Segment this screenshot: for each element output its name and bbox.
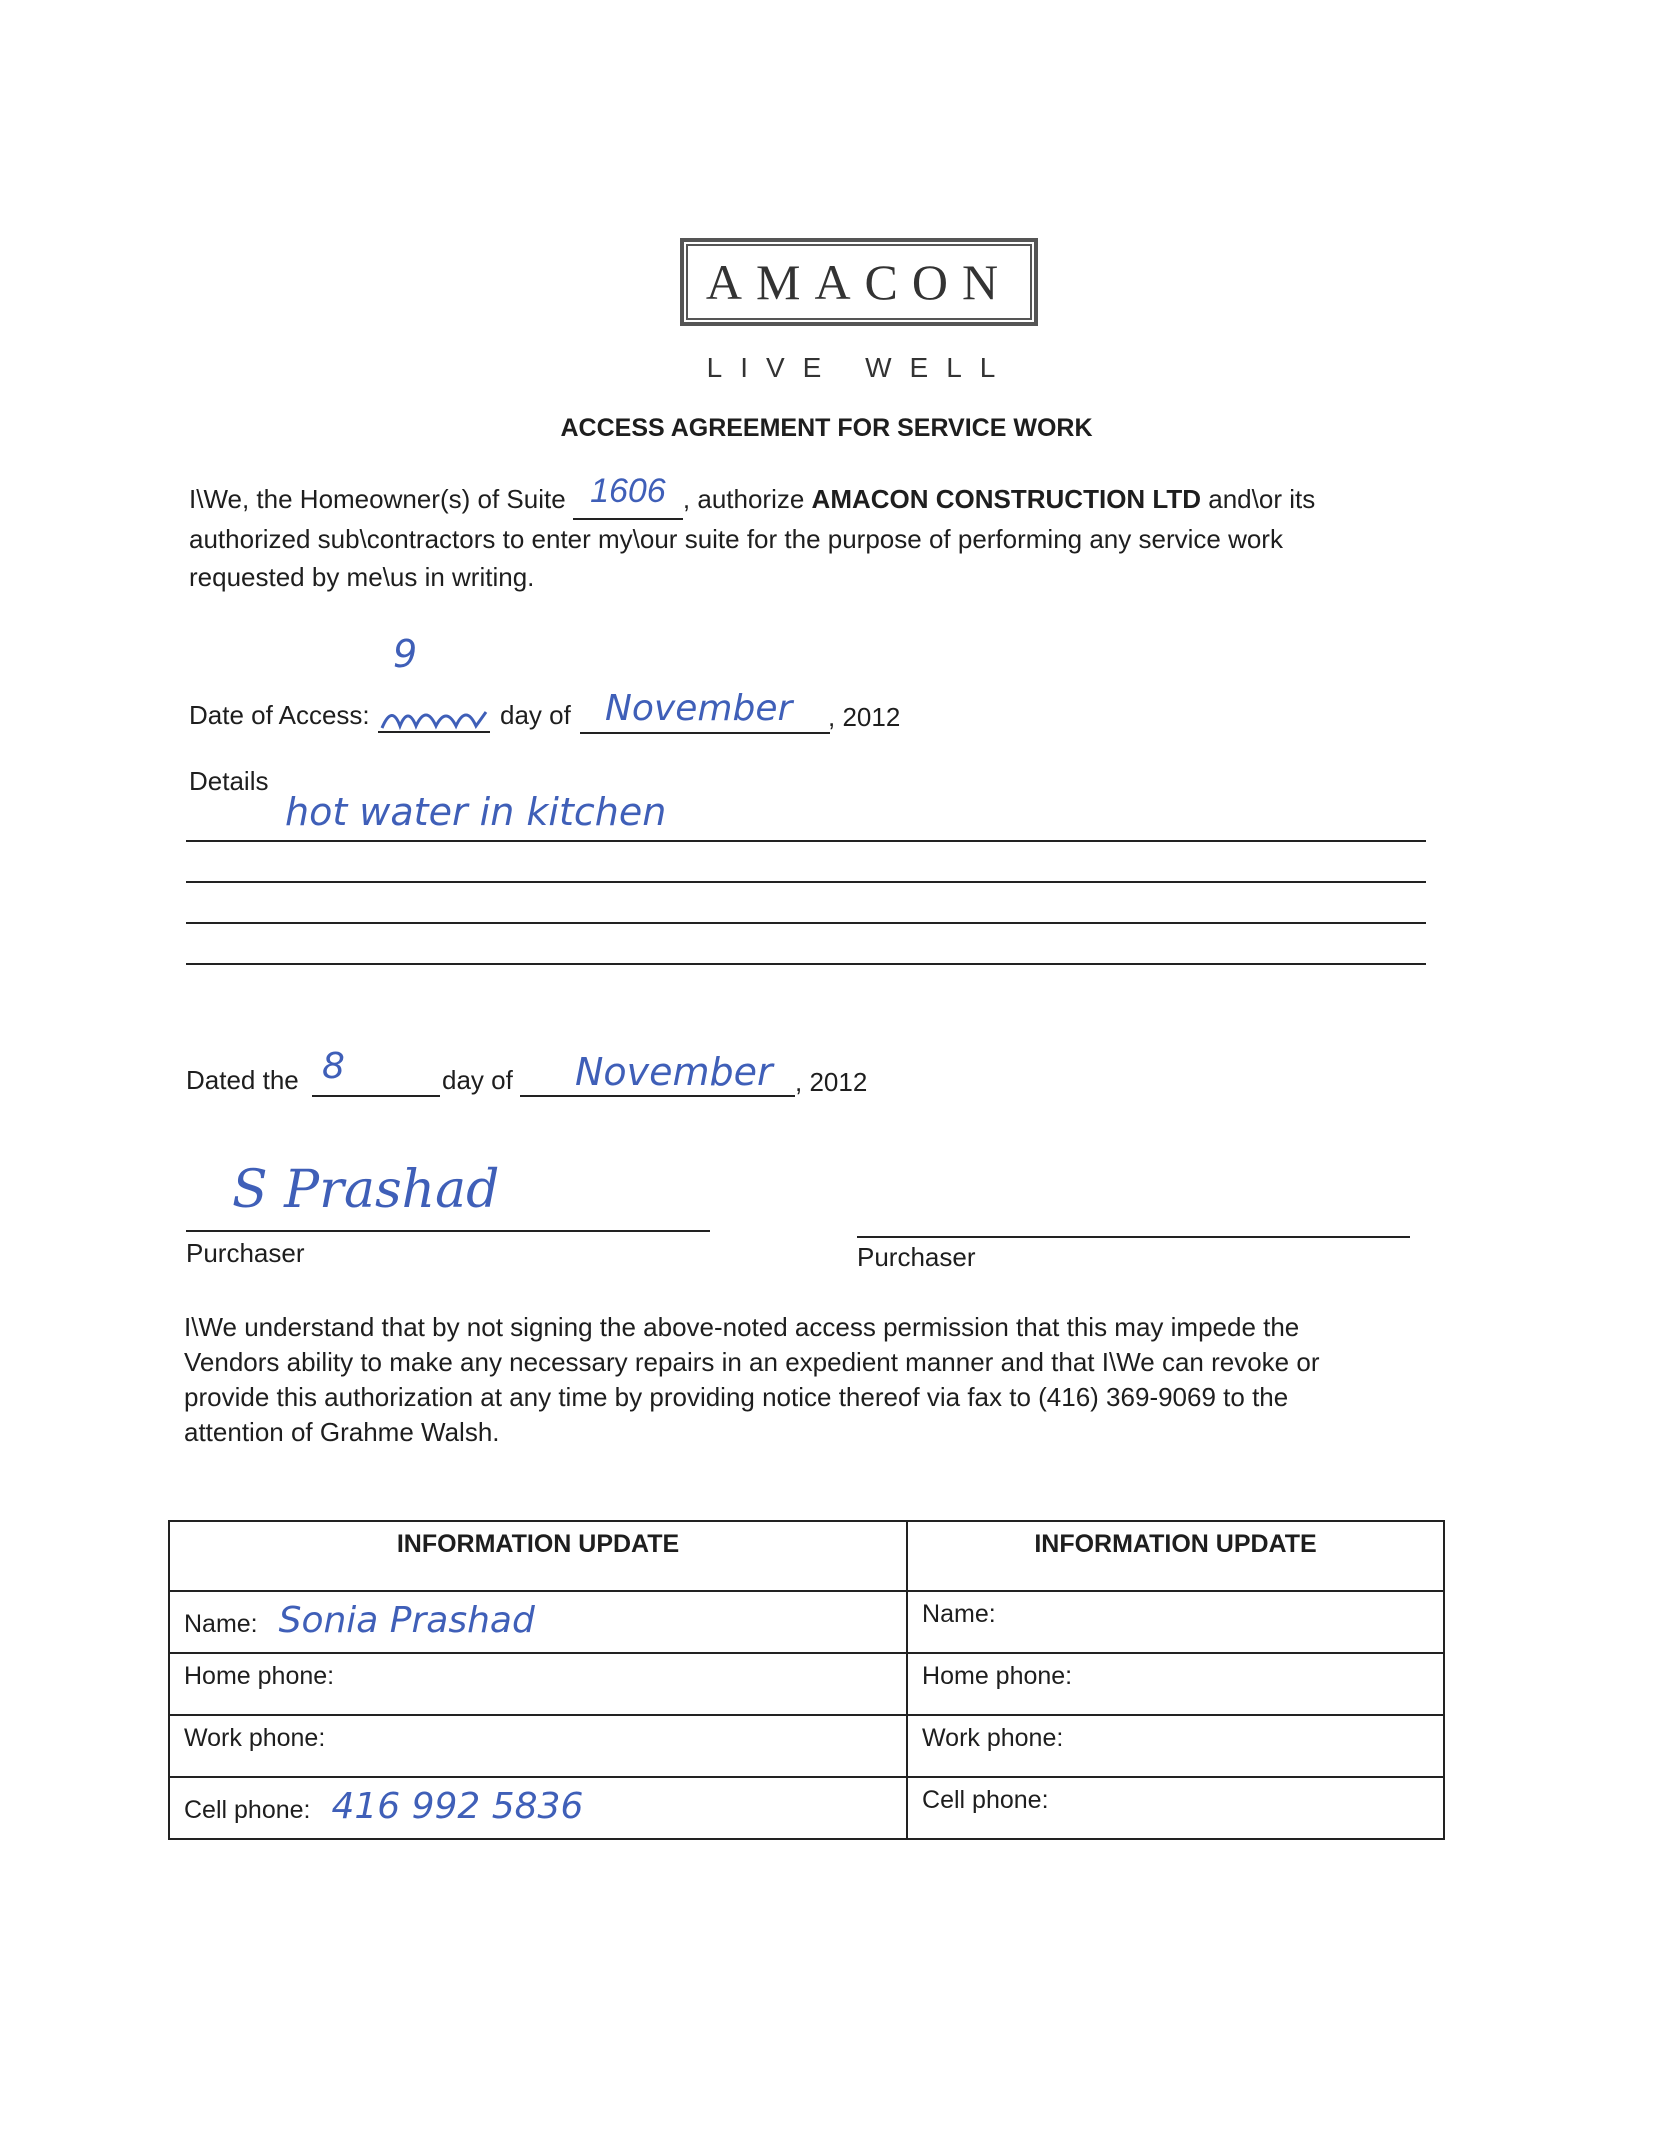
dated-day-line bbox=[312, 1095, 440, 1097]
intro-line-3: requested by me\us in writing. bbox=[189, 562, 535, 592]
access-day-scribble bbox=[378, 700, 490, 734]
purchaser-label-left: Purchaser bbox=[186, 1238, 305, 1268]
table-row bbox=[169, 1653, 1444, 1715]
purchaser-line-right bbox=[857, 1236, 1410, 1238]
amacon-logo bbox=[680, 238, 1038, 326]
left-cell-phone-cell: Cell phone: 416 992 5836 bbox=[169, 1777, 907, 1839]
table-row bbox=[169, 1777, 1444, 1839]
notice-line-3: provide this authorization at any time by providing notice thereof via fax to (416) 369-9069 to the bbox=[184, 1382, 1289, 1412]
table-row bbox=[169, 1715, 1444, 1777]
left-home-cell: Home phone: bbox=[169, 1653, 907, 1715]
dated-month-line bbox=[520, 1095, 795, 1097]
access-year: , 2012 bbox=[828, 702, 901, 732]
information-update-table bbox=[168, 1520, 1445, 1840]
purchaser-label-right: Purchaser bbox=[857, 1242, 976, 1272]
suite-value: 1606 bbox=[590, 472, 666, 510]
details-label: Details bbox=[189, 766, 269, 796]
logo-tagline: LIVE WELL bbox=[706, 352, 1014, 383]
intro-paragraph bbox=[189, 472, 1489, 596]
access-day-of-label: day of bbox=[500, 700, 571, 730]
purchaser-line-left bbox=[186, 1230, 710, 1232]
header-right: INFORMATION UPDATE bbox=[907, 1521, 1444, 1591]
table-row bbox=[169, 1591, 1444, 1653]
logo-text: AMACON bbox=[705, 254, 1013, 310]
purchaser-signature: S Prashad bbox=[232, 1160, 500, 1220]
right-work-cell: Work phone: bbox=[907, 1715, 1444, 1777]
details-line-1 bbox=[186, 840, 1426, 842]
left-cell-phone-value: 416 992 5836 bbox=[331, 1786, 584, 1827]
dated-label: Dated the bbox=[186, 1065, 299, 1095]
intro-line-2: authorized sub\contractors to enter my\our suite for the purpose of performing any service work bbox=[189, 524, 1283, 554]
access-month-line bbox=[580, 732, 830, 734]
company-name: AMACON CONSTRUCTION LTD bbox=[811, 484, 1202, 514]
dated-year: , 2012 bbox=[795, 1067, 868, 1097]
dated-day-of-label: day of bbox=[442, 1065, 513, 1095]
access-month-value: November bbox=[605, 688, 793, 729]
notice-paragraph bbox=[184, 1310, 1504, 1450]
left-name-value: Sonia Prashad bbox=[278, 1600, 535, 1641]
dated-day-value: 8 bbox=[322, 1046, 345, 1087]
right-name-cell: Name: bbox=[907, 1591, 1444, 1653]
dated-month-value: November bbox=[575, 1050, 773, 1094]
notice-line-4: attention of Grahme Walsh. bbox=[184, 1417, 500, 1447]
details-line-3 bbox=[186, 922, 1426, 924]
details-line-2 bbox=[186, 881, 1426, 883]
details-value: hot water in kitchen bbox=[285, 790, 667, 834]
intro-line-1: I\We, the Homeowner(s) of Suite 1606 , authorize AMACON CONSTRUCTION LTD and\or its bbox=[189, 478, 1489, 520]
notice-line-1: I\We understand that by not signing the above-noted access permission that this may impede the bbox=[184, 1312, 1300, 1342]
access-day-value: 9 bbox=[393, 632, 418, 676]
table-header-row bbox=[169, 1521, 1444, 1591]
suite-field bbox=[573, 472, 683, 520]
access-date-label: Date of Access: bbox=[189, 700, 370, 730]
scribble-icon bbox=[378, 700, 490, 734]
left-work-cell: Work phone: bbox=[169, 1715, 907, 1777]
right-home-cell: Home phone: bbox=[907, 1653, 1444, 1715]
details-line-4 bbox=[186, 963, 1426, 965]
left-name-cell: Name: Sonia Prashad bbox=[169, 1591, 907, 1653]
header-left: INFORMATION UPDATE bbox=[169, 1521, 907, 1591]
right-cell-phone-cell: Cell phone: bbox=[907, 1777, 1444, 1839]
document-title: ACCESS AGREEMENT FOR SERVICE WORK bbox=[560, 414, 1093, 442]
notice-line-2: Vendors ability to make any necessary repairs in an expedient manner and that I\We can revoke or bbox=[184, 1347, 1320, 1377]
